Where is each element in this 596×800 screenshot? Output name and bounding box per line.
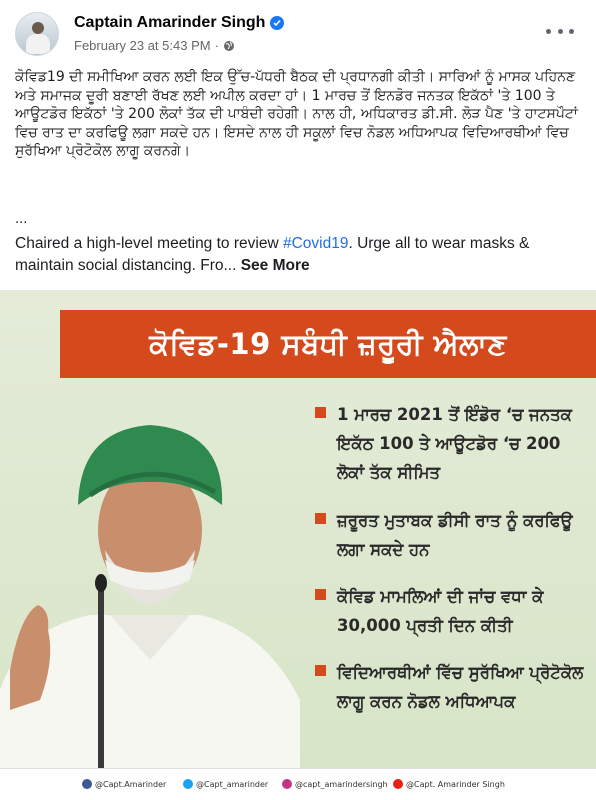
social-handles-bar bbox=[0, 768, 596, 800]
post-english-text bbox=[15, 233, 581, 277]
avatar[interactable] bbox=[15, 12, 59, 56]
announcement-banner bbox=[60, 310, 596, 378]
more-dot-icon bbox=[569, 29, 574, 34]
english-text-start: Chaired a high-level meeting to review bbox=[15, 235, 283, 252]
more-options-button[interactable] bbox=[546, 22, 574, 40]
post-image[interactable] bbox=[0, 290, 596, 800]
banner-title: ਕੋਵਿਡ-19 ਸਬੰਧੀ ਜ਼ਰੂਰੀ ਐਲਾਣ bbox=[149, 326, 507, 361]
point-text: ਕੋਵਿਡ ਮਾਮਲਿਆਂ ਦੀ ਜਾਂਚ ਵਧਾ ਕੇ 30,000 ਪ੍ਰਤੀ ਦਿਨ ਕੀਤੀ bbox=[337, 587, 544, 635]
post-ellipsis: ... bbox=[15, 212, 28, 227]
avatar-body bbox=[26, 34, 50, 54]
point-text: ਜ਼ਰੂਰਤ ਮੁਤਾਬਕ ਡੀਸੀ ਰਾਤ ਨੂੰ ਕਰਫਿਊ ਲਗਾ ਸਕਦੇ ਹਨ bbox=[337, 511, 573, 559]
post-timestamp[interactable]: February 23 at 5:43 PM bbox=[74, 38, 211, 53]
hashtag-link[interactable]: #Covid19 bbox=[282, 235, 349, 252]
bullet-icon bbox=[315, 589, 326, 600]
bullet-icon bbox=[315, 513, 326, 524]
point-text: ਵਿਦਿਆਰਥੀਆਂ ਵਿੱਚ ਸੁਰੱਖਿਆ ਪ੍ਰੋਟੋਕੋਲ ਲਾਗੂ ਕਰਨ ਨੋਡਲ ਅਧਿਆਪਕ bbox=[337, 663, 584, 711]
twitter-icon bbox=[183, 779, 193, 789]
english-text-end: . Urge all to wear masks & maintain social distancing. Fro... bbox=[15, 235, 530, 274]
meta-separator: · bbox=[214, 38, 219, 53]
social-instagram bbox=[282, 779, 388, 789]
bullet-icon bbox=[315, 665, 326, 676]
social-handle: @Capt.Amarinder bbox=[95, 779, 167, 789]
see-more-link[interactable]: See More bbox=[240, 257, 310, 274]
post-meta bbox=[74, 38, 235, 53]
microphone-head bbox=[95, 574, 107, 592]
social-handle: @Capt. Amarinder Singh bbox=[406, 779, 505, 789]
youtube-icon bbox=[393, 779, 403, 789]
post-header bbox=[0, 0, 596, 64]
post-punjabi-text: ਕੋਵਿਡ19 ਦੀ ਸਮੀਖਿਆ ਕਰਨ ਲਈ ਇਕ ਉੱਚ-ਪੱਧਰੀ ਬੈਠਕ ਦੀ ਪ੍ਰਧਾਨਗੀ ਕੀਤੀ। ਸਾਰਿਆਂ ਨੂੰ ਮਾਸਕ ਪਹਿਨਣ ਅਤੇ ਸਮਾਜਕ ਦੂਰੀ ਬਣਾਈ ਰੱਖਣ ਲਈ ਅਪੀਲ ਕਰਦਾ ਹਾਂ। 1 ਮਾਰਚ ਤੋਂ ਇਨਡੋਰ ਜਨਤਕ ਇਕੱਠਾਂ 'ਤੇ 100 ਤੇ ਆਊਟਡੋਰ ਇਕੱਠਾਂ 'ਤੇ 200 ਲੋਕਾਂ ਤੱਕ ਦੀ ਪਾਬੰਦੀ ਰਹੇਗੀ। ਨਾਲ ਹੀ, ਅਧਿਕਾਰਤ ਡੀ.ਸੀ. ਲੋੜ ਪੈਣ 'ਤੇ ਹਾਟਸਪੌਟਾਂ ਵਿਚ ਰਾਤ ਦਾ ਕਰਫਿਊ ਲਗਾ ਸਕਦੇ ਹਨ। ਇਸਦੇ ਨਾਲ ਹੀ ਸਕੂਲਾਂ ਵਿਚ ਨੋਡਲ ਅਧਿਆਪਕ ਵਿਦਿਆਰਥੀਆਂ ਵਿਚ ਸੁਰੱਖਿਆ ਪ੍ਰੋਟੋਕੋਲ ਲਾਗੂ ਕਰਨਗੇ। bbox=[15, 69, 578, 160]
avatar-head bbox=[32, 22, 44, 34]
page-name-link[interactable]: Captain Amarinder Singh bbox=[74, 14, 266, 31]
social-twitter bbox=[183, 779, 268, 789]
globe-icon[interactable] bbox=[223, 40, 235, 52]
bullet-icon bbox=[315, 407, 326, 418]
instagram-icon bbox=[282, 779, 292, 789]
verified-badge-icon bbox=[270, 16, 284, 30]
social-handle: @capt_amarindersingh bbox=[295, 779, 388, 789]
author-row bbox=[74, 14, 284, 32]
speaker-photo bbox=[0, 400, 320, 800]
point-text: 1 ਮਾਰਚ 2021 ਤੋਂ ਇੰਡੋਰ ‘ਚ ਜਨਤਕ ਇਕੱਠ 100 ਤੇ ਆਊਟਡੋਰ ‘ਚ 200 ਲੋਕਾਂ ਤੱਕ ਸੀਮਿਤ bbox=[337, 405, 572, 482]
social-facebook bbox=[82, 779, 166, 789]
more-dot-icon bbox=[546, 29, 551, 34]
more-dot-icon bbox=[558, 29, 563, 34]
facebook-icon bbox=[82, 779, 92, 789]
social-handle: @Capt_amarinder bbox=[196, 779, 269, 789]
social-youtube bbox=[393, 779, 505, 789]
